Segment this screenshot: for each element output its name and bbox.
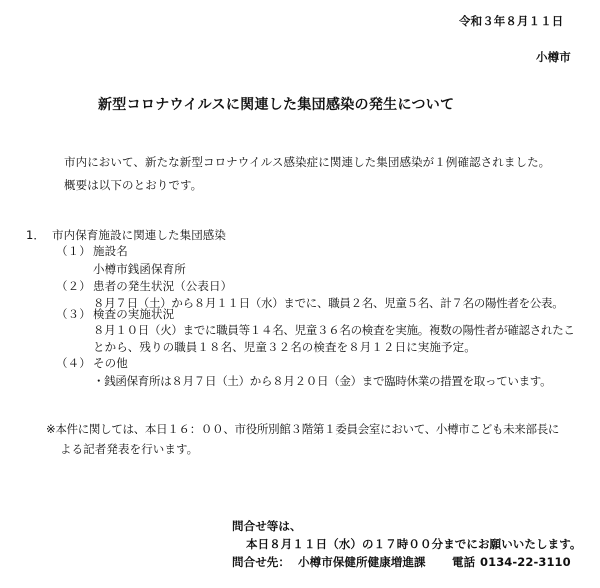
issuer-name: 小樽市	[536, 50, 571, 64]
contact-label: 問合せ先：	[232, 555, 290, 569]
contact-phone: 0134-22-3110	[480, 555, 571, 569]
contact-heading: 問合せ等は、	[232, 519, 302, 533]
item-number: （１）	[56, 244, 91, 258]
intro-line-1: 市内において、新たな新型コロナウイルス感染症に関連した集団感染が１例確認されました。	[64, 155, 551, 169]
item-detail: ８月１０日（火）までに職員等１４名、児童３６名の検査を実施。複数の陽性者が確認されたこ	[93, 323, 575, 337]
item-detail: 小樽市銭函保育所	[93, 262, 186, 276]
item-number: （２）	[56, 279, 91, 293]
item-label: その他	[93, 356, 128, 370]
item-detail: ８月７日（土）から８月１１日（水）までに、職員２名、児童５名、計７名の陽性者を公表。	[93, 296, 564, 310]
item-detail: ・銭函保育所は８月７日（土）から８月２０日（金）まで臨時休業の措置を取っています。	[93, 374, 552, 388]
document-date: 令和３年８月１１日	[459, 14, 564, 28]
contact-hours: 本日８月１１日（水）の１７時００分までにお願いいたします。	[246, 537, 582, 551]
item-label: 施設名	[93, 244, 128, 258]
item-detail: とから、残りの職員１８名、児童３２名の検査を８月１２日に実施予定。	[93, 340, 476, 354]
press-note-line-1: ※本件に関しては、本日１６：００、市役所別館３階第１委員会室において、小樽市こども未来部長に	[46, 422, 560, 436]
item-number: （４）	[56, 356, 91, 370]
item-label: 患者の発生状況（公表日）	[93, 279, 233, 293]
section-heading: 市内保育施設に関連した集団感染	[52, 228, 226, 242]
section-number: 1．	[26, 228, 46, 242]
intro-line-2: 概要は以下のとおりです。	[64, 178, 203, 192]
contact-phone-label: 電話	[452, 555, 476, 569]
document-title: 新型コロナウイルスに関連した集団感染の発生について	[98, 97, 455, 113]
press-note-line-2: よる記者発表を行います。	[60, 442, 199, 456]
contact-office: 小樽市保健所健康増進課	[298, 555, 426, 569]
item-label: 検査の実施状況	[93, 307, 175, 321]
item-number: （３）	[56, 307, 91, 321]
